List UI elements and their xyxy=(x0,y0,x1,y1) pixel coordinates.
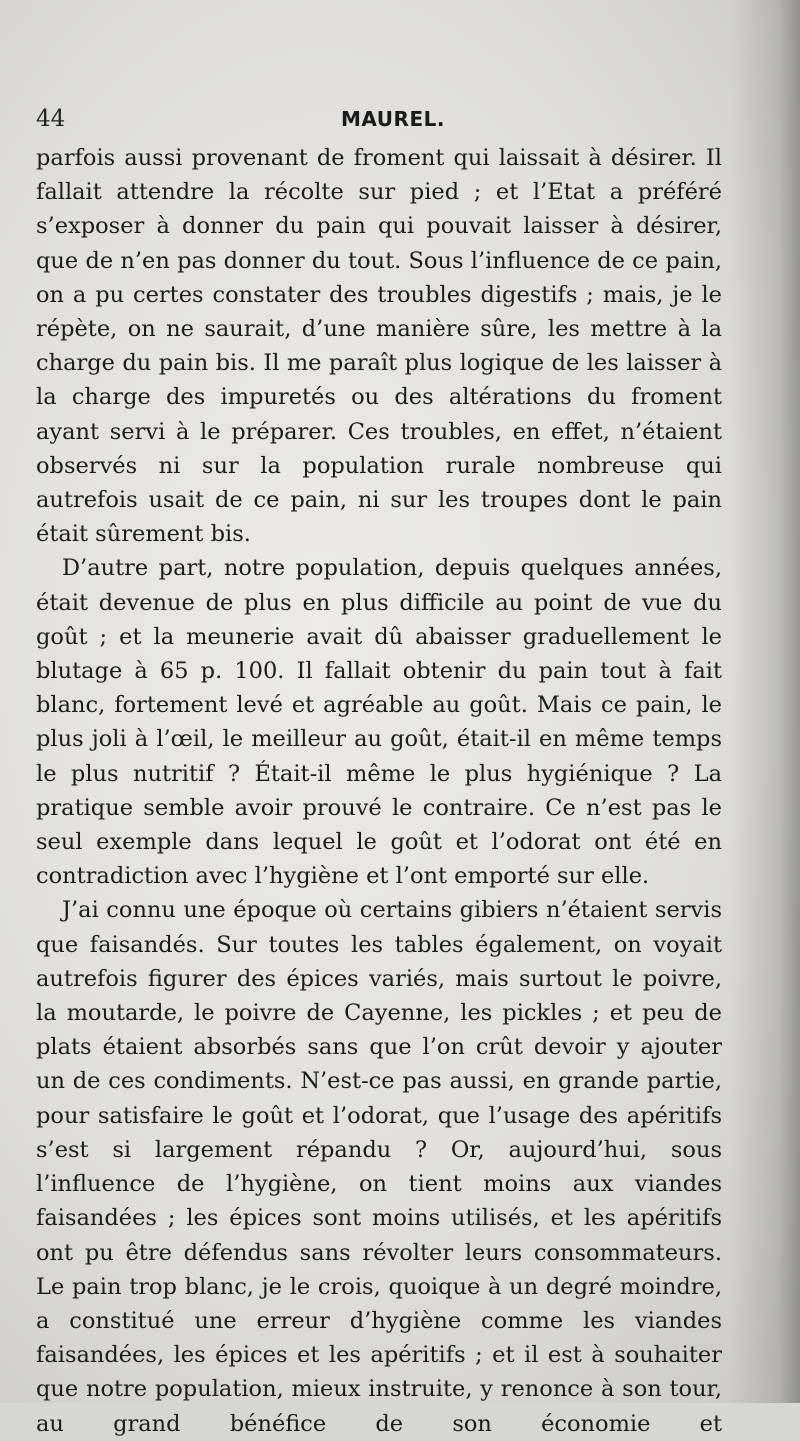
paragraph-1: parfois aussi provenant de froment qui laissait à désirer. Il fallait attendre la récolte sur pied ; et l’Etat a préféré s’exposer à donner du pain qui pouvait laisser à désirer, que de n’en pas donner du tout. Sous l’influence de ce pain, on a pu certes constater des troubles digestifs ; mais, je le répète, on ne saurait, d’une manière sûre, les mettre à la charge du pain bis. Il me paraît plus logique de les laisser à la charge des impuretés ou des altérations du froment ayant servi à le préparer. Ces troubles, en effet, n’étaient observés ni sur la population rurale nombreuse qui autrefois usait de ce pain, ni sur les troupes dont le pain était sûrement bis. xyxy=(36,145,722,548)
page-number: 44 xyxy=(36,106,66,132)
page-header xyxy=(36,104,750,134)
paragraph-2: D’autre part, notre population, depuis quelques années, était devenue de plus en plus difficile au point de vue du goût ; et la meunerie avait dû abaisser graduellement le blutage à 65 p. 100. Il fallait obtenir du pain tout à fait blanc, fortement levé et agréable au goût. Mais ce pain, le plus joli à l’œil, le meilleur au goût, était-il en même temps le plus nutritif ? Était-il même le plus hygiénique ? La pratique semble avoir prouvé le contraire. Ce n’est pas le seul exemple dans lequel le goût et l’odorat ont été en contradiction avec l’hygiène et l’ont emporté sur elle. xyxy=(36,555,722,890)
page-body xyxy=(36,141,722,1441)
paragraph-3: J’ai connu une époque où certains gibiers n’étaient servis que faisandés. Sur toutes les tables également, on voyait autrefois figurer des épices variés, mais surtout le poivre, la moutarde, le poivre de Cayenne, les pickles ; et peu de plats étaient absorbés sans que l’on crût devoir y ajouter un de ces condiments. N’est-ce pas aussi, en grande partie, pour satisfaire le goût et l’odorat, que l’usage des apéritifs s’est si largement répandu ? Or, aujourd’hui, sous l’influence de l’hygiène, on tient moins aux viandes faisandées ; les épices sont moins utilisés, et les apéritifs ont pu être défendus sans révolter leurs consommateurs. Le pain trop blanc, je le crois, quoique à un degré moindre, a constitué une erreur d’hygiène comme les viandes faisandées, les épices et les apéritifs ; et il est à souhaiter que notre population, mieux instruite, y renonce à son tour, au grand bénéfice de son économie et xyxy=(36,897,722,1437)
page-edge-shadow xyxy=(730,0,800,1403)
running-head: MAUREL. xyxy=(341,107,445,131)
